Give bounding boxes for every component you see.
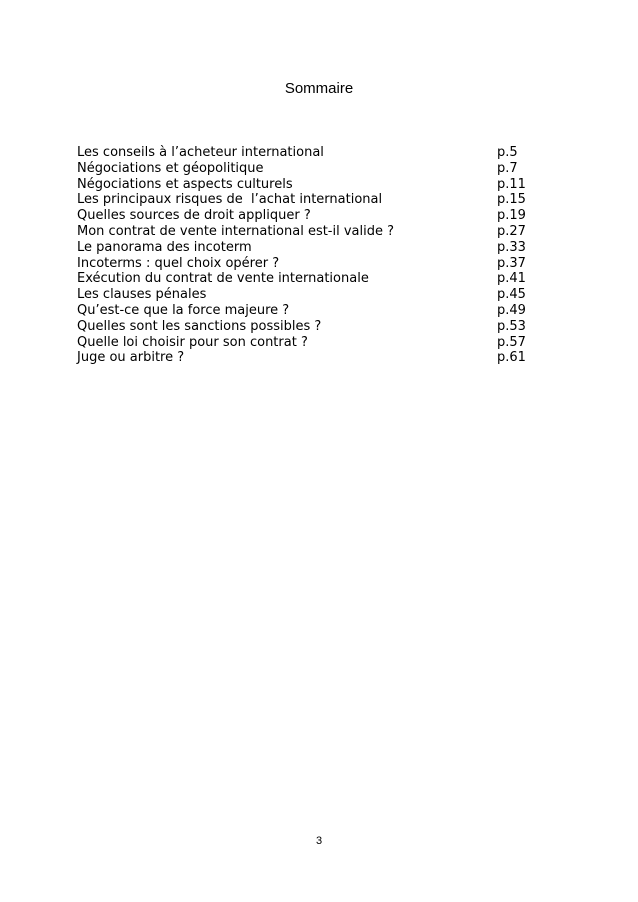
toc-entry-title: Quelles sources de droit appliquer ? (77, 208, 311, 224)
toc-entry (77, 271, 527, 287)
toc-entry-title: Mon contrat de vente international est-il valide ? (77, 223, 395, 239)
toc-entry-page: p.53 (497, 318, 526, 334)
toc-entry-page: p.37 (497, 255, 526, 271)
toc-entry (77, 145, 527, 161)
toc-entry-page: p.19 (497, 208, 526, 224)
toc-entry (77, 319, 527, 335)
toc-entry (77, 208, 527, 224)
toc-entry-title: Négociations et aspects culturels (77, 176, 293, 192)
toc-entry-title: Négociations et géopolitique (77, 160, 264, 176)
toc-entry-page: p.33 (497, 239, 526, 255)
toc-entry (77, 161, 527, 177)
toc-entry (77, 287, 527, 303)
toc-entry-title: Quelle loi choisir pour son contrat ? (77, 334, 308, 350)
toc-entry-title: Qu’est-ce que la force majeure ? (77, 302, 290, 318)
toc-entry (77, 303, 527, 319)
toc-entry-title: Le panorama des incoterm (77, 239, 252, 255)
toc-entry-title: Juge ou arbitre ? (77, 350, 185, 366)
toc-entry (77, 335, 527, 351)
toc-entry-page: p.27 (497, 223, 526, 239)
toc-entry-page: p.11 (497, 176, 526, 192)
toc-entry-title: Les principaux risques de l’achat international (77, 192, 383, 208)
page-number: 3 (315, 835, 323, 847)
page-title: Sommaire (284, 80, 354, 97)
table-of-contents (77, 145, 527, 366)
toc-entry (77, 192, 527, 208)
toc-entry-page: p.7 (497, 160, 518, 176)
toc-entry (77, 177, 527, 193)
toc-entry-title: Exécution du contrat de vente internationale (77, 271, 369, 287)
toc-entry-page: p.5 (497, 145, 518, 160)
toc-entry-page: p.15 (497, 192, 526, 208)
toc-entry-page: p.49 (497, 302, 526, 318)
toc-entry-page: p.61 (497, 350, 526, 366)
toc-entry (77, 256, 527, 272)
toc-entry-page: p.41 (497, 271, 526, 287)
toc-entry (77, 240, 527, 256)
toc-entry (77, 224, 527, 240)
toc-entry-title: Les clauses pénales (77, 287, 207, 303)
toc-entry-page: p.57 (497, 334, 526, 350)
toc-entry-title: Quelles sont les sanctions possibles ? (77, 318, 322, 334)
toc-entry-page: p.45 (497, 287, 526, 303)
toc-entry-title: Les conseils à l’acheteur international (77, 145, 324, 160)
toc-entry (77, 350, 527, 366)
toc-entry-title: Incoterms : quel choix opérer ? (77, 255, 280, 271)
